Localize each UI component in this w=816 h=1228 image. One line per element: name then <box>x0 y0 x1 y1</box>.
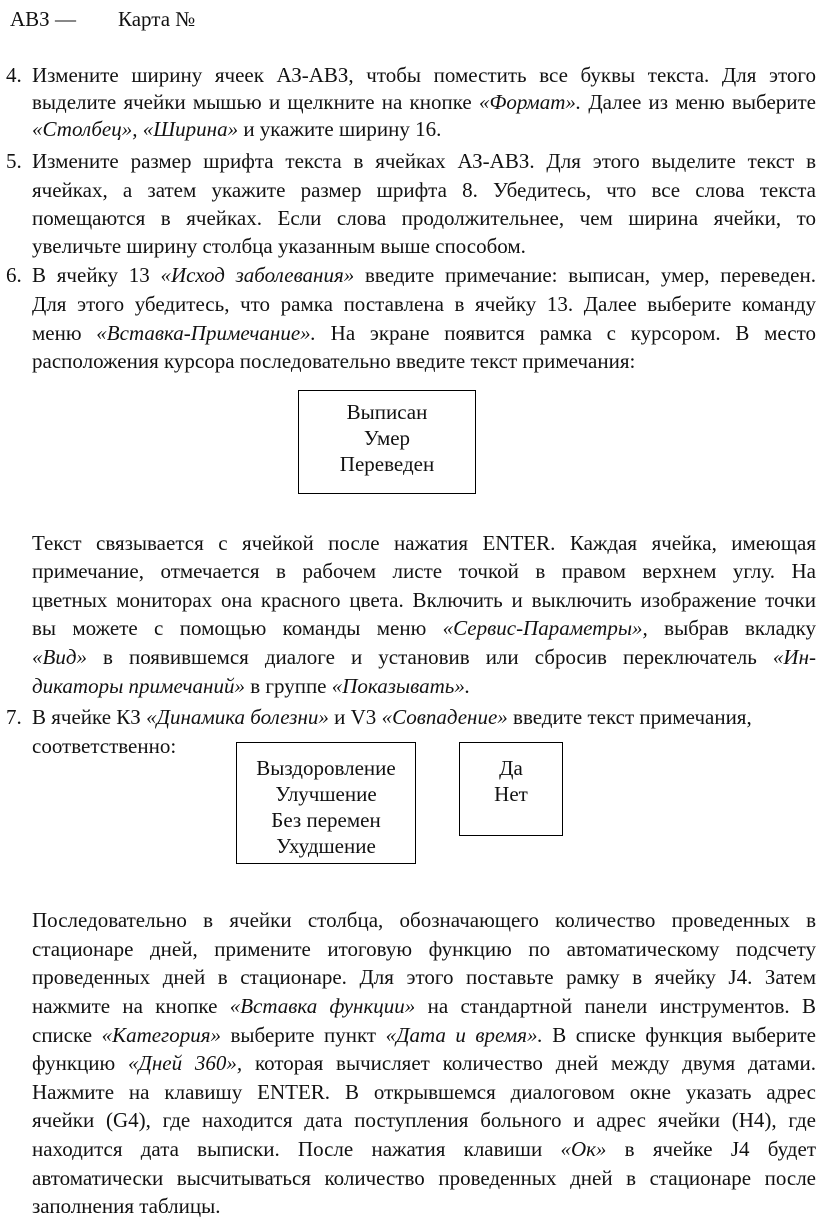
para-2-line-6: функцию «Дней 360», которая вычисляет количество дней между двумя датами. <box>32 1051 816 1075</box>
item-4-line-2: выделите ячейки мышью и щелкните на кнопке «Формат». Далее из меню выберите <box>32 90 816 114</box>
note-line: Умер <box>363 426 411 450</box>
item-6-line-1: В ячейку 13 «Исход заболевания» введите примечание: выписан, умер, переведен. <box>32 263 816 287</box>
para-2-line-10: автоматически высчитываться количество проведенных дней в стационаре после <box>32 1166 816 1190</box>
para-2-line-11: заполнения таблицы. <box>32 1194 221 1218</box>
header-left: АВЗ — <box>10 7 76 31</box>
para-1-line-6: дикаторы примечаний» в группе «Показывать». <box>32 674 471 698</box>
para-1-line-4: вы можете с помощью команды меню «Сервис-Параметры», выбрав вкладку <box>32 616 816 640</box>
item-4-line-3: «Столбец», «Ширина» и укажите ширину 16. <box>32 117 442 141</box>
para-2-line-8: ячейки (G4), где находится дата поступления больного и адрес ячейки (H4), где <box>32 1108 816 1132</box>
para-2-line-3: проведенных дней в стационаре. Для этого поставьте рамку в ячейку J4. Затем <box>32 965 816 989</box>
note-box-dynamics <box>236 742 416 864</box>
item-6-number: 6. <box>6 263 22 287</box>
para-2-line-5: списке «Категория» выберите пункт «Дата и время». В списке функция выберите <box>32 1023 816 1047</box>
para-2-line-9: находится дата выписки. После нажатия клавиши «Ок» в ячейке J4 будет <box>32 1137 816 1161</box>
note-line: Да <box>499 756 523 780</box>
header-right: Карта № <box>118 7 196 31</box>
para-1-line-2: примечание, отмечается в рабочем листе точкой в правом верхнем углу. На <box>32 559 816 583</box>
note-line: Ухудшение <box>276 834 376 858</box>
item-7-number: 7. <box>6 705 22 729</box>
para-1-line-5: «Вид» в появившемся диалоге и установив или сбросив переключатель «Ин- <box>32 645 816 669</box>
item-7-line-1: В ячейке КЗ «Динамика болезни» и V3 «Совпадение» введите текст примечания, <box>32 705 752 729</box>
note-line: Без перемен <box>271 808 381 832</box>
item-6-line-2: Для этого убедитесь, что рамка поставлена в ячейку 13. Далее выберите команду <box>32 292 816 316</box>
note-box-outcome <box>298 390 476 494</box>
para-2-line-4: нажмите на кнопке «Вставка функции» на стандартной панели инструментов. В <box>32 994 816 1018</box>
para-2-line-1: Последовательно в ячейки столбца, обозначающего количество проведенных в <box>32 908 816 932</box>
note-line: Выписан <box>346 400 428 424</box>
item-5-line-2: ячейках, а затем укажите размер шрифта 8. Убедитесь, что все слова текста <box>32 178 816 202</box>
note-box-match <box>459 742 563 836</box>
item-4-number: 4. <box>6 63 22 87</box>
para-1-line-3: цветных мониторах она красного цвета. Включить и выключить изображение точки <box>32 588 816 612</box>
note-line: Переведен <box>339 452 435 476</box>
item-4-line-1: Измените ширину ячеек АЗ-АВЗ, чтобы поместить все буквы текста. Для этого <box>32 63 816 87</box>
note-line: Нет <box>494 782 528 806</box>
item-6-line-4: расположения курсора последовательно введите текст примечания: <box>32 349 636 373</box>
para-2-line-2: стационаре дней, примените итоговую функцию по автоматическому подсчету <box>32 937 816 961</box>
item-5-line-4: увеличьте ширину столбца указанным выше способом. <box>32 234 526 258</box>
para-2-line-7: Нажмите на клавишу ENTER. В открывшемся диалоговом окне указать адрес <box>32 1080 816 1104</box>
item-7-line-2: соответственно: <box>32 734 177 758</box>
item-6-line-3: меню «Вставка-Примечание». На экране появится рамка с курсором. В место <box>32 321 816 345</box>
item-5-line-1: Измените размер шрифта текста в ячейках АЗ-АВЗ. Для этого выделите текст в <box>32 149 816 173</box>
para-1-line-1: Текст связывается с ячейкой после нажатия ENTER. Каждая ячейка, имеющая <box>32 531 816 555</box>
note-line: Улучшение <box>275 782 377 806</box>
item-5-number: 5. <box>6 149 22 173</box>
item-5-line-3: помещаются в ячейках. Если слова продолжительнее, чем ширина ячейки, то <box>32 206 816 230</box>
note-line: Выздоровление <box>256 756 396 780</box>
